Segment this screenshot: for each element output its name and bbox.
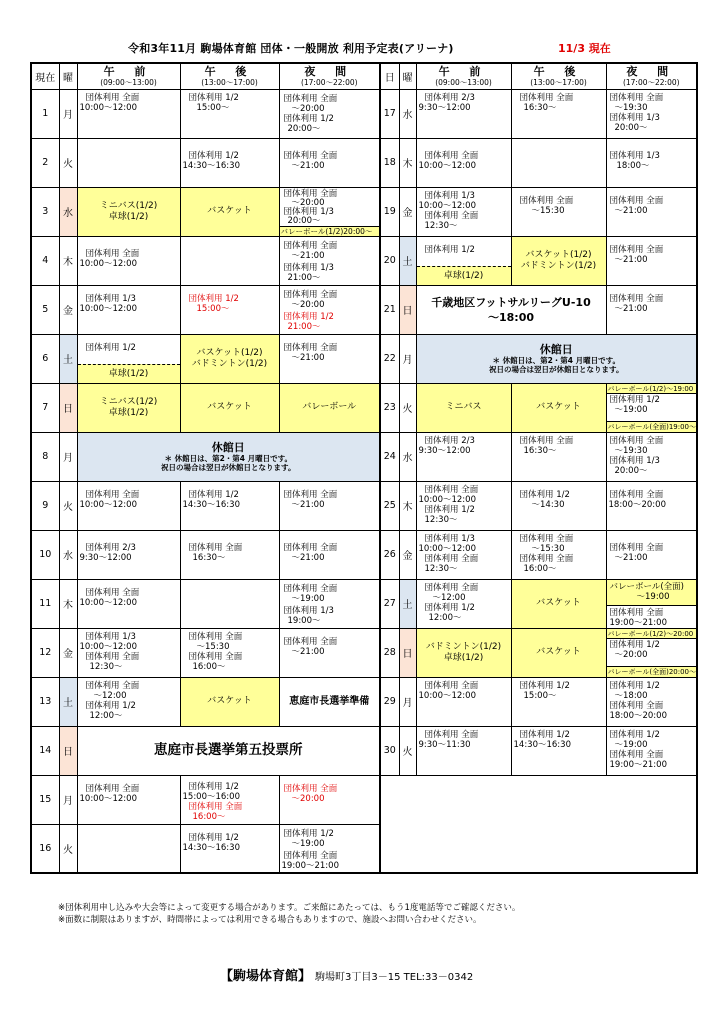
closed-day-cell: 休館日 ＊ 休館日は、第2・第4 月曜日です。 祝日の場合は翌日が休館日となります。 <box>416 334 697 383</box>
weekday: 水 <box>59 530 77 579</box>
afternoon-cell: 団体利用 1/2 15:00～ <box>511 677 606 726</box>
col-header-dow: 曜 <box>59 63 77 89</box>
weekday: 月 <box>59 432 77 481</box>
afternoon-cell <box>511 138 606 187</box>
empty-cell <box>380 775 399 824</box>
table-row <box>31 677 697 726</box>
col-header-status: 現在 <box>31 63 59 89</box>
footer <box>220 965 473 984</box>
event-cell: 恵庭市長選挙第五投票所 <box>77 726 380 775</box>
morning-cell: 団体利用 全面 ～12:00 団体利用 1/2 12:00～ <box>77 677 180 726</box>
table-row <box>31 628 697 677</box>
morning-cell <box>77 824 180 873</box>
night-cell: バレーボール(全面) ～19:00 団体利用 全面 19:00～21:00 <box>606 579 697 628</box>
weekday: 火 <box>59 824 77 873</box>
col-header-day: 日 <box>380 63 399 89</box>
table-row <box>31 824 697 873</box>
night-cell: 団体利用 全面 ～19:30 団体利用 1/3 20:00～ <box>606 89 697 138</box>
col-header-morning-right: 午 前 (09:00～13:00) <box>416 63 511 89</box>
weekday: 日 <box>399 285 416 334</box>
weekday: 金 <box>399 187 416 236</box>
day-number: 13 <box>31 677 59 726</box>
day-number: 21 <box>380 285 399 334</box>
morning-cell: 団体利用 全面 ～12:00 団体利用 1/2 12:00～ <box>416 579 511 628</box>
afternoon-cell: 団体利用 全面 ～15:30 <box>511 187 606 236</box>
night-cell: バレーボール(1/2)～20:00 団体利用 1/2 ～20:00 バレーボール(全面)20:00～ <box>607 629 696 676</box>
night-cell: 団体利用 全面 ～20:00 <box>279 775 380 824</box>
day-number: 15 <box>31 775 59 824</box>
table-row <box>31 383 697 432</box>
schedule-table <box>30 62 698 874</box>
morning-cell: 団体利用 全面 10:00～12:00 <box>77 481 180 530</box>
afternoon-cell: 団体利用 全面 ～15:30 団体利用 全面 16:00～ <box>180 628 279 677</box>
afternoon-cell: 団体利用 1/2 14:30～16:30 <box>180 481 279 530</box>
day-number: 18 <box>380 138 399 187</box>
night-cell: 団体利用 全面 ～21:00 <box>279 628 380 677</box>
col-header-night: 夜 間 (17:00～22:00) <box>279 63 380 89</box>
morning-cell: バドミントン(1/2) 卓球(1/2) <box>416 628 511 677</box>
day-number: 8 <box>31 432 59 481</box>
day-number: 26 <box>380 530 399 579</box>
morning-cell: 団体利用 全面 10:00～12:00 団体利用 1/2 12:30～ <box>416 481 511 530</box>
afternoon-cell: 団体利用 1/2 14:30～16:30 <box>180 824 279 873</box>
weekday: 火 <box>59 138 77 187</box>
weekday: 土 <box>399 236 416 285</box>
night-cell: 団体利用 1/3 18:00～ <box>606 138 697 187</box>
day-number: 27 <box>380 579 399 628</box>
morning-cell: 団体利用 1/3 10:00～12:00 団体利用 全面 12:30～ <box>77 628 180 677</box>
afternoon-cell: 団体利用 1/2 15:00～16:00 団体利用 全面 16:00～ <box>180 775 279 824</box>
page-header <box>0 40 724 58</box>
morning-cell: 団体利用 1/3 10:00～12:00 団体利用 全面 12:30～ <box>416 187 511 236</box>
day-number: 22 <box>380 334 399 383</box>
morning-cell: ミニバス <box>416 383 511 432</box>
table-row <box>31 726 697 775</box>
day-number: 11 <box>31 579 59 628</box>
col-header-dow-right: 曜 <box>399 63 416 89</box>
night-cell: 団体利用 全面 ～21:00 <box>279 530 380 579</box>
morning-cell <box>77 138 180 187</box>
night-cell: 団体利用 1/2 ～18:00 団体利用 全面 18:00～20:00 <box>606 677 697 726</box>
day-number: 5 <box>31 285 59 334</box>
col-header-night-right: 夜 間 (17:00～22:00) <box>606 63 697 89</box>
morning-cell: 団体利用 1/3 10:00～12:00 団体利用 全面 12:30～ <box>416 530 511 579</box>
table-row <box>31 775 697 824</box>
weekday: 火 <box>399 726 416 775</box>
day-number: 14 <box>31 726 59 775</box>
morning-cell: 団体利用 1/2 卓球(1/2) <box>77 334 180 383</box>
afternoon-cell: バスケット(1/2) バドミントン(1/2) <box>511 236 606 285</box>
afternoon-cell: 団体利用 1/2 15:00～ <box>180 285 279 334</box>
night-cell: 団体利用 全面 ～21:00 <box>279 334 380 383</box>
weekday: 土 <box>59 334 77 383</box>
day-number: 9 <box>31 481 59 530</box>
night-cell: 団体利用 全面 ～20:00 団体利用 1/3 20:00～ バレーボール(1/2)20:00～ <box>279 187 380 236</box>
morning-cell: 団体利用 2/3 9:30～12:00 <box>416 432 511 481</box>
afternoon-cell <box>180 236 279 285</box>
morning-cell: 団体利用 全面 10:00～12:00 <box>416 138 511 187</box>
weekday: 月 <box>59 89 77 138</box>
afternoon-cell: バスケット <box>180 383 279 432</box>
morning-cell: ミニバス(1/2) 卓球(1/2) <box>77 187 180 236</box>
weekday: 日 <box>59 383 77 432</box>
morning-cell: 団体利用 全面 9:30～11:30 <box>416 726 511 775</box>
day-number: 4 <box>31 236 59 285</box>
weekday: 土 <box>399 579 416 628</box>
page-title: 令和3年11月 駒場体育館 団体・一般開放 利用予定表(アリーナ) <box>128 42 454 55</box>
afternoon-cell: バスケット <box>180 677 279 726</box>
morning-cell: 団体利用 全面 10:00～12:00 <box>77 89 180 138</box>
day-number: 29 <box>380 677 399 726</box>
night-cell: 団体利用 全面 ～19:30 団体利用 1/3 20:00～ <box>606 432 697 481</box>
day-number: 23 <box>380 383 399 432</box>
empty-cell <box>380 824 399 873</box>
header-row <box>31 63 697 89</box>
night-cell: バレーボール <box>279 383 380 432</box>
day-number: 3 <box>31 187 59 236</box>
weekday: 火 <box>59 481 77 530</box>
weekday: 水 <box>59 187 77 236</box>
morning-cell: ミニバス(1/2) 卓球(1/2) <box>77 383 180 432</box>
table-row <box>31 481 697 530</box>
col-header-afternoon-right: 午 後 (13:00～17:00) <box>511 63 606 89</box>
day-number: 1 <box>31 89 59 138</box>
as-of-date: 11/3 現在 <box>558 42 611 55</box>
night-cell: 団体利用 全面 ～19:00 団体利用 1/3 19:00～ <box>279 579 380 628</box>
weekday: 月 <box>399 334 416 383</box>
note-line: ※団体利用申し込みや大会等によって変更する場合があります。ご来館にあたっては、もう1度電話等でご確認ください。 <box>58 903 521 913</box>
table-row <box>31 138 697 187</box>
table-row <box>31 579 697 628</box>
table-row <box>31 187 697 236</box>
afternoon-cell: 団体利用 1/2 ～14:30 <box>511 481 606 530</box>
night-cell: 団体利用 全面 ～20:00 団体利用 1/2 21:00～ <box>279 285 380 334</box>
afternoon-cell: バスケット <box>511 628 606 677</box>
weekday: 木 <box>59 236 77 285</box>
night-cell: バレーボール(1/2)～19:00 団体利用 1/2 ～19:00 バレーボール(全面)19:00～ <box>607 384 696 431</box>
day-number: 12 <box>31 628 59 677</box>
table-row <box>31 432 697 481</box>
night-cell: 団体利用 全面 ～21:00 <box>606 236 697 285</box>
afternoon-cell: 団体利用 全面 16:30～ <box>180 530 279 579</box>
weekday: 月 <box>399 677 416 726</box>
morning-cell: 団体利用 2/3 9:30～12:00 <box>77 530 180 579</box>
weekday: 木 <box>399 138 416 187</box>
afternoon-cell: バスケット(1/2) バドミントン(1/2) <box>180 334 279 383</box>
weekday: 木 <box>399 481 416 530</box>
event-cell: 千歳地区フットサルリーグU-10 ～18:00 <box>416 285 606 334</box>
night-cell: 団体利用 全面 18:00～20:00 <box>606 481 697 530</box>
table-row <box>31 530 697 579</box>
day-number: 10 <box>31 530 59 579</box>
empty-area <box>399 824 697 873</box>
weekday: 火 <box>399 383 416 432</box>
day-number: 17 <box>380 89 399 138</box>
day-number: 28 <box>380 628 399 677</box>
afternoon-cell: 団体利用 1/2 14:30～16:30 <box>180 138 279 187</box>
morning-cell: 団体利用 全面 10:00～12:00 <box>77 775 180 824</box>
weekday: 日 <box>59 726 77 775</box>
night-cell: 団体利用 1/2 ～19:00 団体利用 全面 19:00～21:00 <box>279 824 380 873</box>
weekday: 水 <box>399 89 416 138</box>
day-number: 19 <box>380 187 399 236</box>
morning-cell: 団体利用 全面 10:00～12:00 <box>416 677 511 726</box>
afternoon-cell: バスケット <box>511 383 606 432</box>
note-line: ※面数に制限はありますが、時間帯によっては利用できる場合もありますので、施設へお問い合わせください。 <box>58 915 482 925</box>
night-cell: 団体利用 全面 ～21:00 <box>606 285 697 334</box>
night-cell: 団体利用 全面 ～20:00 団体利用 1/2 20:00～ <box>279 89 380 138</box>
weekday: 金 <box>399 530 416 579</box>
closed-day-cell: 休館日 ＊ 休館日は、第2・第4 月曜日です。 祝日の場合は翌日が休館日となります。 <box>77 432 380 481</box>
morning-cell: 団体利用 1/2 卓球(1/2) <box>416 236 511 285</box>
afternoon-cell: 団体利用 全面 ～15:30 団体利用 全面 16:00～ <box>511 530 606 579</box>
morning-cell: 団体利用 2/3 9:30～12:00 <box>416 89 511 138</box>
night-cell: 団体利用 全面 ～21:00 <box>279 138 380 187</box>
night-cell: 団体利用 1/2 ～19:00 団体利用 全面 19:00～21:00 <box>606 726 697 775</box>
table-row <box>31 285 697 334</box>
col-header-morning: 午 前 (09:00～13:00) <box>77 63 180 89</box>
morning-cell: 団体利用 全面 10:00～12:00 <box>77 579 180 628</box>
day-number: 20 <box>380 236 399 285</box>
day-number: 2 <box>31 138 59 187</box>
night-cell: 恵庭市長選挙準備 <box>279 677 380 726</box>
notes <box>58 902 520 926</box>
day-number: 16 <box>31 824 59 873</box>
table-row <box>31 236 697 285</box>
day-number: 30 <box>380 726 399 775</box>
empty-area <box>399 775 697 824</box>
afternoon-cell: 団体利用 1/2 15:00～ <box>180 89 279 138</box>
day-number: 25 <box>380 481 399 530</box>
day-number: 6 <box>31 334 59 383</box>
facility-address: 駒場町3丁目3－15 TEL:33－0342 <box>315 972 474 983</box>
night-cell: 団体利用 全面 ～21:00 <box>279 481 380 530</box>
afternoon-cell: 団体利用 全面 16:30～ <box>511 432 606 481</box>
morning-cell: 団体利用 1/3 10:00～12:00 <box>77 285 180 334</box>
weekday: 木 <box>59 579 77 628</box>
afternoon-cell: 団体利用 1/2 14:30～16:30 <box>511 726 606 775</box>
weekday: 水 <box>399 432 416 481</box>
weekday: 日 <box>399 628 416 677</box>
afternoon-cell: バスケット <box>180 187 279 236</box>
afternoon-cell <box>180 579 279 628</box>
night-cell: 団体利用 全面 ～21:00 団体利用 1/3 21:00～ <box>279 236 380 285</box>
col-header-afternoon: 午 後 (13:00～17:00) <box>180 63 279 89</box>
table-row <box>31 89 697 138</box>
day-number: 7 <box>31 383 59 432</box>
facility-name: 【駒場体育館】 <box>220 969 312 984</box>
day-number: 24 <box>380 432 399 481</box>
weekday: 金 <box>59 628 77 677</box>
weekday: 月 <box>59 775 77 824</box>
weekday: 土 <box>59 677 77 726</box>
afternoon-cell: 団体利用 全面 16:30～ <box>511 89 606 138</box>
night-cell: 団体利用 全面 ～21:00 <box>606 530 697 579</box>
weekday: 金 <box>59 285 77 334</box>
afternoon-cell: バスケット <box>511 579 606 628</box>
table-row <box>31 334 697 383</box>
morning-cell: 団体利用 全面 10:00～12:00 <box>77 236 180 285</box>
night-cell: 団体利用 全面 ～21:00 <box>606 187 697 236</box>
